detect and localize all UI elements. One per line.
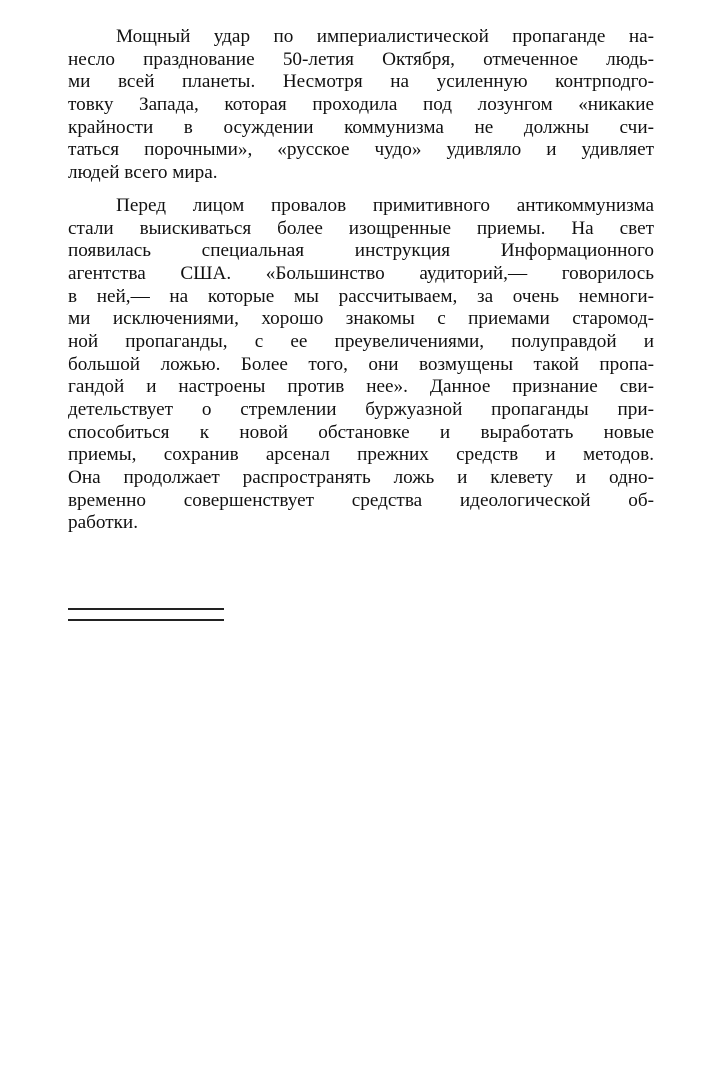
text-line: временно совершенствует средства идеологической об- bbox=[68, 489, 654, 511]
text-line: людей всего мира. bbox=[68, 162, 218, 184]
paragraph-1 bbox=[68, 26, 654, 185]
text-line: приемы, сохранив арсенал прежних средств и методов. bbox=[68, 444, 654, 466]
text-line: работки. bbox=[68, 512, 138, 534]
text-line: товку Запада, которая проходила под лозунгом «никакие bbox=[68, 94, 654, 116]
text-line: стали выискиваться более изощренные приемы. На свет bbox=[68, 217, 654, 239]
text-line: в ней,— на которые мы рассчитываем, за очень немноги- bbox=[68, 285, 654, 307]
text-line: несло празднование 50-летия Октября, отмеченное людь- bbox=[68, 48, 654, 70]
separator-rule-bottom bbox=[68, 619, 224, 621]
paragraph-2 bbox=[68, 195, 654, 535]
text-line: таться порочными», «русское чудо» удивляло и удивляет bbox=[68, 139, 654, 161]
text-line: детельствует о стремлении буржуазной пропаганды при- bbox=[68, 399, 654, 420]
text-line: гандой и настроены против нее». Данное признание сви- bbox=[68, 376, 654, 398]
text-line: крайности в осуждении коммунизма не должны счи- bbox=[68, 116, 654, 138]
body-text bbox=[68, 26, 654, 535]
separator-rule-top bbox=[68, 608, 224, 610]
text-line: ми всей планеты. Несмотря на усиленную контрподго- bbox=[68, 71, 654, 93]
text-line: способиться к новой обстановке и выработать новые bbox=[68, 421, 654, 443]
footnote-separator bbox=[68, 608, 224, 622]
text-line: Она продолжает распространять ложь и клевету и одно- bbox=[68, 467, 654, 489]
text-line: ми исключениями, хорошо знакомы с приемами старомод- bbox=[68, 308, 654, 330]
text-line: Перед лицом провалов примитивного антикоммунизма bbox=[116, 194, 654, 216]
text-line: появилась специальная инструкция Информационного bbox=[68, 240, 654, 262]
text-line: большой ложью. Более того, они возмущены такой пропа- bbox=[68, 353, 654, 375]
text-line: ной пропаганды, с ее преувеличениями, полуправдой и bbox=[68, 330, 654, 352]
text-line: Мощный удар по империалистической пропаганде на- bbox=[116, 26, 654, 47]
text-line: агентства США. «Большинство аудиторий,— говорилось bbox=[68, 262, 654, 284]
